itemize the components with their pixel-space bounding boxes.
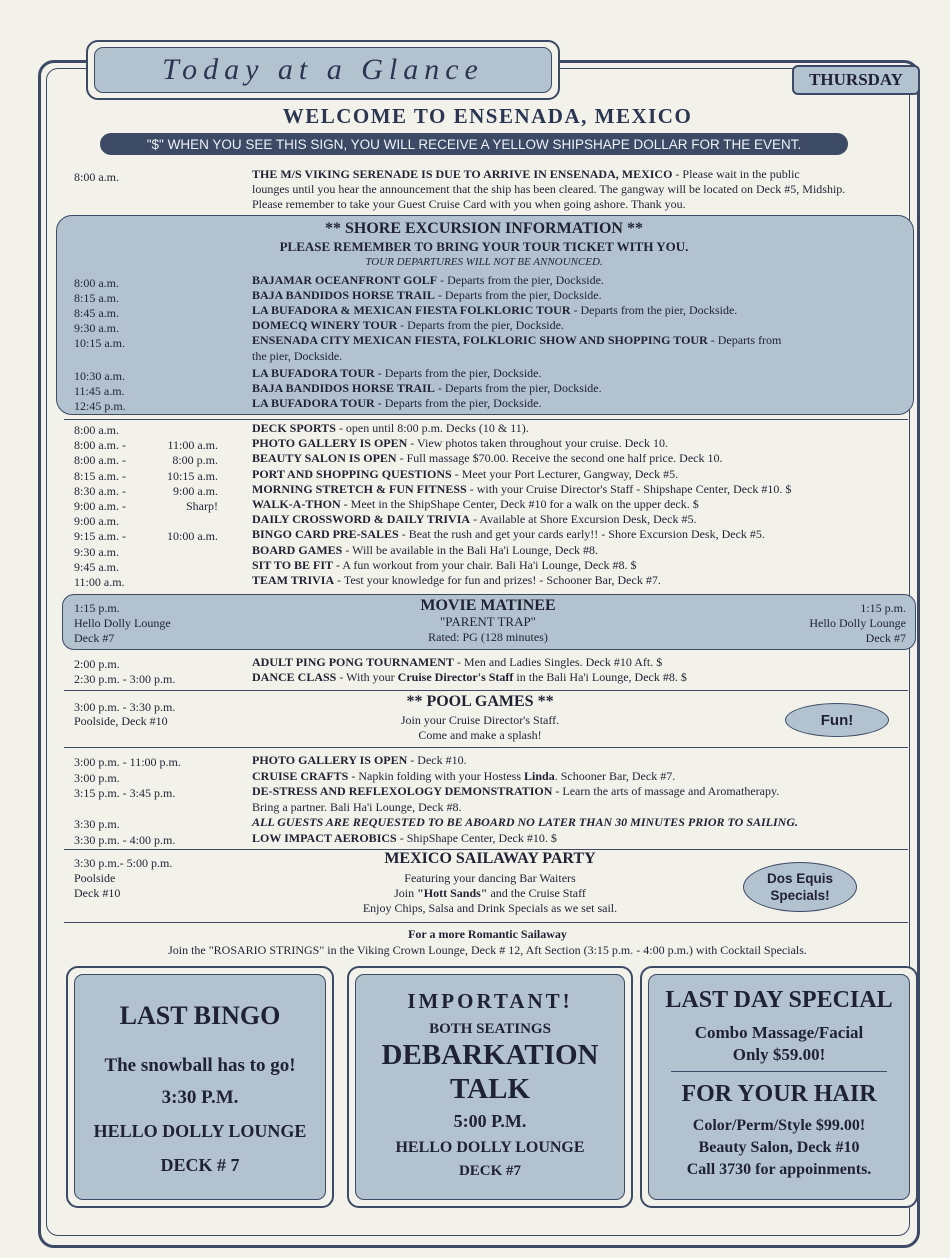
hair-line1: Color/Perm/Style $99.00! (692, 1117, 866, 1134)
afternoon-item-bold: Linda (524, 768, 555, 783)
movie-time-right: 1:15 p.m. (860, 601, 906, 615)
hair-title: FOR YOUR HAIR (681, 1081, 877, 1107)
morning-time-end: Sharp! (186, 499, 218, 513)
sailaway-deck: Deck #10 (74, 886, 121, 900)
afternoon-time: 2:00 p.m. (74, 657, 120, 671)
special-title: LAST DAY SPECIAL (665, 987, 893, 1013)
shore-subheading: PLEASE REMEMBER TO BRING YOUR TOUR TICKET WITH YOU. (279, 239, 689, 254)
afternoon-item (252, 769, 675, 784)
morning-item-desc: - Available at Shore Excursion Desk, Deck #5. (470, 512, 697, 527)
divider (64, 747, 908, 748)
morning-time-start: 8:00 a.m. - (74, 453, 126, 468)
shore-note: TOUR DEPARTURES WILL NOT BE ANNOUNCED. (365, 256, 603, 268)
pool-time: 3:00 p.m. - 3:30 p.m. (74, 700, 176, 714)
afternoon-item-desc2: in the Bali Ha'i Lounge, Deck #8. $ (513, 670, 687, 684)
shore-heading: ** SHORE EXCURSION INFORMATION ** (325, 220, 643, 237)
shore-item-desc: - Departs from the pier, Dockside. (397, 318, 564, 332)
afternoon-item-name: CRUISE CRAFTS (252, 768, 349, 783)
morning-item (252, 467, 678, 482)
hair-line2: Beauty Salon, Deck #10 (698, 1139, 860, 1156)
afternoon-item-name: DE-STRESS AND REFLEXOLOGY DEMONSTRATION (252, 784, 553, 798)
afternoon-item-desc: - With your (336, 670, 398, 684)
morning-item-name: TEAM TRIVIA (252, 573, 335, 587)
sailaway-line2: Join "Hott Sands" and the Cruise Staff (394, 886, 586, 900)
morning-time-end: 10:00 a.m. (167, 529, 218, 544)
afternoon-item (252, 784, 779, 799)
special-divider (671, 1071, 887, 1072)
shore-time: 8:45 a.m. (74, 306, 119, 320)
pool-line2: Come and make a splash! (418, 728, 542, 742)
morning-item (252, 421, 529, 436)
shore-time: 10:30 a.m. (74, 369, 125, 383)
afternoon-item-bold: Cruise Director's Staff (397, 670, 514, 684)
afternoon-item-name: LOW IMPACT AEROBICS (252, 830, 397, 845)
shore-item-name: LA BUFADORA TOUR (252, 366, 375, 380)
pool-heading: ** POOL GAMES ** (406, 693, 554, 710)
sailaway-heading: MEXICO SAILAWAY PARTY (384, 850, 596, 867)
morning-item (252, 527, 765, 542)
shore-item-name: ENSENADA CITY MEXICAN FIESTA, FOLKLORIC SHOW AND SHOPPING TOUR (252, 333, 708, 347)
afternoon-item-name: DANCE CLASS (252, 670, 337, 684)
shore-item-desc: - Departs from the pier, Dockside. (374, 366, 542, 380)
day-badge: THURSDAY (792, 65, 920, 95)
shore-item-desc: - Departs from the pier, Dockside. (434, 381, 602, 395)
shore-item-name: BAJAMAR OCEANFRONT GOLF (252, 273, 438, 287)
afternoon-item-desc: - Napkin folding with your Hostess (348, 768, 525, 783)
debark-location: HELLO DOLLY LOUNGE (395, 1139, 585, 1156)
shore-item (252, 333, 781, 348)
morning-time-start: 8:00 a.m. (74, 423, 119, 437)
arrival-line2: lounges until you hear the announcement that the ship has been cleared. The gangway will be located on Deck #5, Midship. (252, 182, 846, 196)
shore-item-desc: - Departs from the pier, Dockside. (434, 288, 602, 302)
morning-item-desc: - Test your knowledge for fun and prizes! - Schooner Bar, Deck #7. (334, 573, 661, 587)
sailaway-line1: Featuring your dancing Bar Waiters (404, 871, 576, 885)
shore-item (252, 349, 342, 364)
sailaway-time: 3:30 p.m.- 5:00 p.m. (74, 856, 173, 870)
morning-item-name: PHOTO GALLERY IS OPEN (252, 436, 408, 451)
shore-item-desc: - Departs from the pier, Dockside. (374, 396, 542, 410)
debark-heading: DEBARKATION (381, 1039, 599, 1071)
debark-deck: DECK #7 (458, 1163, 522, 1179)
afternoon-item-desc2: . Schooner Bar, Deck #7. (554, 768, 676, 783)
morning-item (252, 482, 791, 497)
afternoon-time: 3:30 p.m. (74, 817, 120, 831)
bingo-line1: The snowball has to go! (104, 1055, 296, 1076)
shore-item (252, 318, 564, 333)
afternoon-item-name: PHOTO GALLERY IS OPEN (252, 753, 408, 767)
divider (64, 419, 908, 420)
afternoon-time: 3:00 p.m. - 11:00 p.m. (74, 755, 181, 769)
special-line1: Combo Massage/Facial (694, 1023, 864, 1042)
last-bingo-box (66, 966, 334, 1208)
morning-item (252, 497, 699, 512)
morning-time-end: 10:15 a.m. (167, 468, 218, 483)
afternoon-item-desc: - Men and Ladies Singles. Deck #10 Aft. $ (453, 655, 663, 669)
shore-time: 8:00 a.m. (74, 276, 119, 290)
afternoon-item-desc: - Deck #10. (407, 753, 467, 767)
morning-time-start: 8:30 a.m. - (74, 483, 126, 498)
arrival-line1: THE M/S VIKING SERENADE IS DUE TO ARRIVE IN ENSENADA, MEXICO - Please wait in the public (252, 167, 800, 181)
shore-item-name: DOMECQ WINERY TOUR (252, 318, 398, 332)
morning-item-name: PORT AND SHOPPING QUESTIONS (252, 466, 452, 481)
afternoon-item-name: ADULT PING PONG TOURNAMENT (252, 655, 454, 669)
debarkation-box (347, 966, 633, 1208)
shore-item-desc: - Departs from the pier, Dockside. (570, 303, 738, 317)
morning-item-name: DAILY CROSSWORD & DAILY TRIVIA (252, 512, 471, 527)
arrival-time: 8:00 a.m. (74, 170, 119, 184)
movie-location-left: Hello Dolly Lounge (74, 616, 171, 630)
morning-item (252, 558, 636, 573)
movie-time-left: 1:15 p.m. (74, 601, 120, 615)
morning-time-start: 9:15 a.m. - (74, 529, 126, 544)
morning-item (252, 512, 696, 527)
afternoon-item (252, 655, 662, 670)
shore-item (252, 273, 604, 288)
morning-time-start: 9:00 a.m. (74, 514, 119, 529)
morning-time-end: 8:00 p.m. (172, 453, 218, 468)
bingo-location: HELLO DOLLY LOUNGE (93, 1121, 307, 1141)
morning-item-name: SIT TO BE FIT (252, 557, 334, 572)
shore-item-desc: - Departs from the pier, Dockside. (437, 273, 604, 287)
morning-time-start: 11:00 a.m. (74, 575, 125, 589)
pool-location: Poolside, Deck #10 (74, 714, 168, 728)
afternoon-time: 3:15 p.m. - 3:45 p.m. (74, 786, 176, 800)
divider (64, 690, 908, 691)
bingo-time: 3:30 P.M. (161, 1087, 239, 1108)
morning-item-desc: - Beat the rush and get your cards early!! - Shore Excursion Desk, Deck #5. (398, 527, 765, 542)
morning-item-desc: - Will be available in the Bali Ha'i Lounge, Deck #8. (342, 542, 599, 557)
afternoon-item (252, 753, 467, 768)
shore-item-name: LA BUFADORA & MEXICAN FIESTA FOLKLORIC TOUR (252, 303, 571, 317)
morning-item-name: BEAUTY SALON IS OPEN (252, 451, 397, 466)
afternoon-item (252, 815, 798, 830)
debark-talk: TALK (449, 1073, 531, 1105)
afternoon-time: 2:30 p.m. - 3:00 p.m. (74, 672, 176, 686)
shore-item (252, 396, 542, 411)
morning-item-desc: - Full massage $70.00. Receive the second one half price. Deck 10. (396, 451, 723, 466)
shore-time: 8:15 a.m. (74, 291, 119, 305)
morning-time-start: 9:00 a.m. - (74, 499, 126, 513)
romantic-line: Join the "ROSARIO STRINGS" in the Viking Crown Lounge, Deck # 12, Aft Section (3:15 p.m. - 4:00 p.m.) with Cocktail Specials. (168, 943, 807, 957)
welcome-heading: WELCOME TO ENSENADA, MEXICO (282, 104, 693, 128)
important-title: IMPORTANT! (407, 989, 573, 1013)
morning-item (252, 436, 668, 451)
shore-time: 12:45 p.m. (74, 399, 126, 413)
afternoon-item (252, 800, 461, 815)
morning-item (252, 451, 723, 466)
sailaway-location: Poolside (74, 871, 116, 885)
shore-time: 10:15 a.m. (74, 336, 125, 350)
morning-item (252, 573, 661, 588)
bingo-deck: DECK # 7 (160, 1155, 240, 1175)
morning-time-start: 8:00 a.m. - (74, 438, 126, 453)
morning-time-end: 9:00 a.m. (173, 483, 218, 498)
hair-line3: Call 3730 for appoinments. (686, 1161, 872, 1178)
arrival-line3: Please remember to take your Guest Cruise Card with you when going ashore. Thank you. (252, 197, 686, 211)
shore-item (252, 303, 737, 318)
movie-rating: Rated: PG (128 minutes) (428, 630, 548, 644)
sailaway-line3: Enjoy Chips, Salsa and Drink Specials as we set sail. (362, 901, 618, 915)
morning-time-start: 8:15 a.m. - (74, 468, 126, 483)
shore-item-name: BAJA BANDIDOS HORSE TRAIL (252, 381, 435, 395)
romantic-heading: For a more Romantic Sailaway (408, 927, 567, 941)
afternoon-item (252, 831, 557, 846)
morning-item-desc: - Meet in the ShipShape Center, Deck #10 for a walk on the upper deck. $ (340, 497, 699, 511)
shore-time: 11:45 a.m. (74, 384, 125, 398)
morning-item-desc: - Meet your Port Lecturer, Gangway, Deck #5. (451, 466, 679, 481)
fun-badge: Fun! (785, 703, 889, 737)
shore-item (252, 288, 602, 303)
afternoon-item (252, 670, 687, 685)
shore-item (252, 381, 602, 396)
title-tab (86, 40, 560, 100)
morning-item (252, 543, 598, 558)
morning-time-start: 9:45 a.m. (74, 559, 119, 574)
shore-item-name: BAJA BANDIDOS HORSE TRAIL (252, 288, 435, 302)
movie-title: MOVIE MATINEE (420, 597, 556, 614)
shore-item-desc: the pier, Dockside. (252, 349, 343, 363)
afternoon-item-desc: - ShipShape Center, Deck #10. $ (396, 830, 557, 845)
dollar-note-bar: "$" WHEN YOU SEE THIS SIGN, YOU WILL RECEIVE A YELLOW SHIPSHAPE DOLLAR FOR THE EVENT. (100, 133, 848, 155)
afternoon-time: 3:00 p.m. (74, 770, 120, 785)
shore-time: 9:30 a.m. (74, 321, 119, 335)
morning-item-name: MORNING STRETCH & FUN FITNESS (252, 481, 467, 496)
page-title: Today at a Glance (94, 47, 552, 93)
morning-item-name: WALK-A-THON (252, 497, 341, 511)
morning-time-start: 9:30 a.m. (74, 544, 119, 559)
morning-item-desc: - View photos taken throughout your cruise. Deck 10. (407, 436, 668, 451)
morning-item-desc: - with your Cruise Director's Staff - Shipshape Center, Deck #10. $ (466, 481, 792, 496)
morning-time-end: 11:00 a.m. (167, 438, 218, 453)
last-day-special-box (640, 966, 918, 1208)
bingo-title: LAST BINGO (119, 1001, 281, 1030)
pool-line1: Join your Cruise Director's Staff. (400, 713, 560, 727)
divider (64, 922, 908, 923)
afternoon-item-desc: - Learn the arts of massage and Aromatherapy. (552, 784, 780, 798)
movie-deck-left: Deck #7 (74, 631, 115, 645)
movie-deck-right: Deck #7 (865, 631, 906, 645)
morning-item-desc: - A fun workout from your chair. Bali Ha'i Lounge, Deck #8. $ (333, 557, 637, 572)
morning-item-name: BINGO CARD PRE-SALES (252, 527, 399, 542)
movie-location-right: Hello Dolly Lounge (809, 616, 906, 630)
movie-film: "PARENT TRAP" (440, 614, 536, 629)
morning-item-name: BOARD GAMES (252, 542, 343, 557)
morning-item-name: DECK SPORTS (252, 421, 336, 435)
shore-item-desc: - Departs from (707, 333, 782, 347)
afternoon-item-desc: Bring a partner. Bali Ha'i Lounge, Deck #8. (252, 799, 462, 814)
dos-equis-badge: Dos Equis Specials! (743, 862, 857, 912)
morning-item-desc: - open until 8:00 p.m. Decks (10 & 11). (335, 421, 529, 435)
special-line2: Only $59.00! (732, 1045, 826, 1064)
shore-item-name: LA BUFADORA TOUR (252, 396, 375, 410)
afternoon-item-name: ALL GUESTS ARE REQUESTED TO BE ABOARD NO LATER THAN 30 MINUTES PRIOR TO SAILING. (252, 815, 798, 829)
debark-seatings: BOTH SEATINGS (429, 1021, 551, 1037)
shore-item (252, 366, 542, 381)
debark-time: 5:00 P.M. (453, 1111, 527, 1131)
afternoon-time: 3:30 p.m. - 4:00 p.m. (74, 832, 176, 847)
